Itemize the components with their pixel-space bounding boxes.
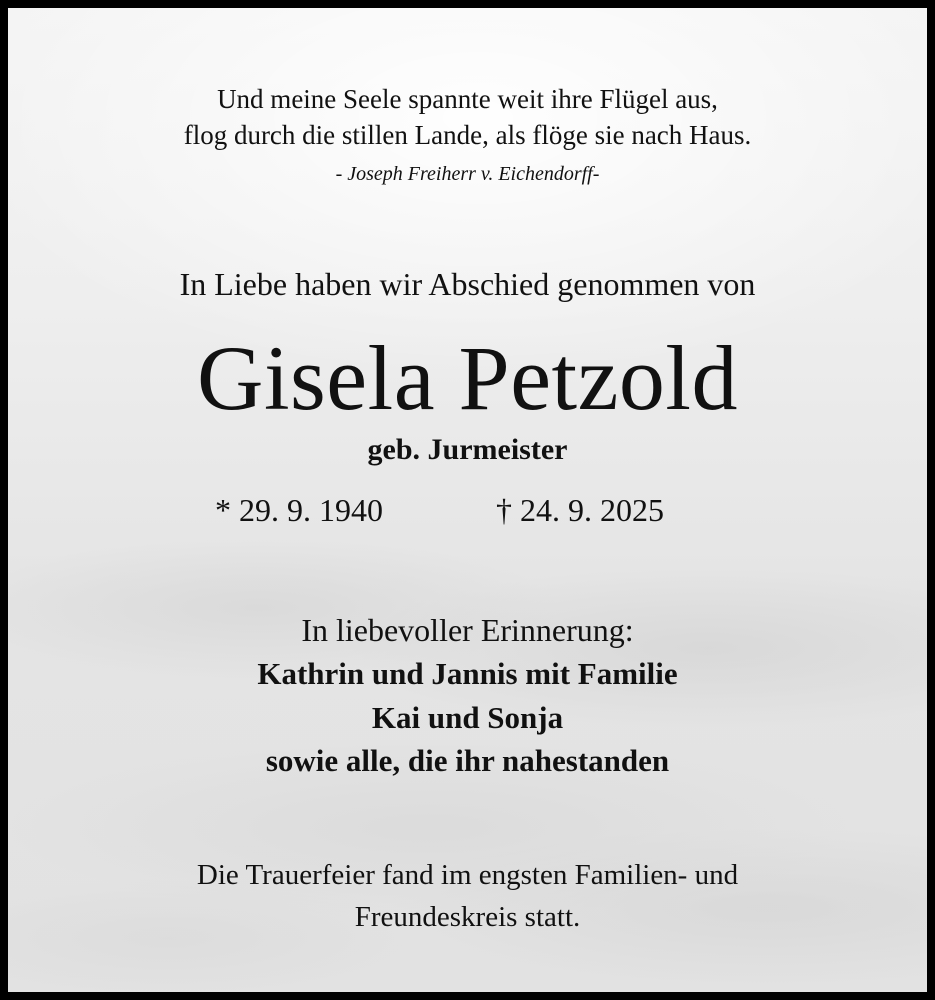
poem-line-1: Und meine Seele spannte weit ihre Flügel aus, (217, 84, 718, 114)
maiden-name: geb. Jurmeister (367, 433, 568, 466)
poem-line-2: flog durch die stillen Lande, als flöge sie nach Haus. (183, 120, 752, 150)
death-date: † 24. 9. 2025 (496, 492, 664, 528)
service-note-line-2: Freundeskreis statt. (354, 901, 581, 933)
service-note-line-1: Die Trauerfeier fand im engsten Familien- und (196, 859, 739, 891)
deceased-name: Gisela Petzold (197, 327, 738, 429)
poem-author: - Joseph Freiherr v. Eichendorff- (335, 163, 600, 185)
mourner-line: Kai und Sonja (371, 700, 564, 735)
memory-heading: In liebevoller Erinnerung: (301, 612, 634, 648)
mourner-line: Kathrin und Jannis mit Familie (257, 656, 678, 691)
intro-text: In Liebe haben wir Abschied genommen von (179, 266, 756, 302)
birth-date: * 29. 9. 1940 (215, 492, 383, 528)
mourner-line: sowie alle, die ihr nahestanden (265, 743, 670, 778)
